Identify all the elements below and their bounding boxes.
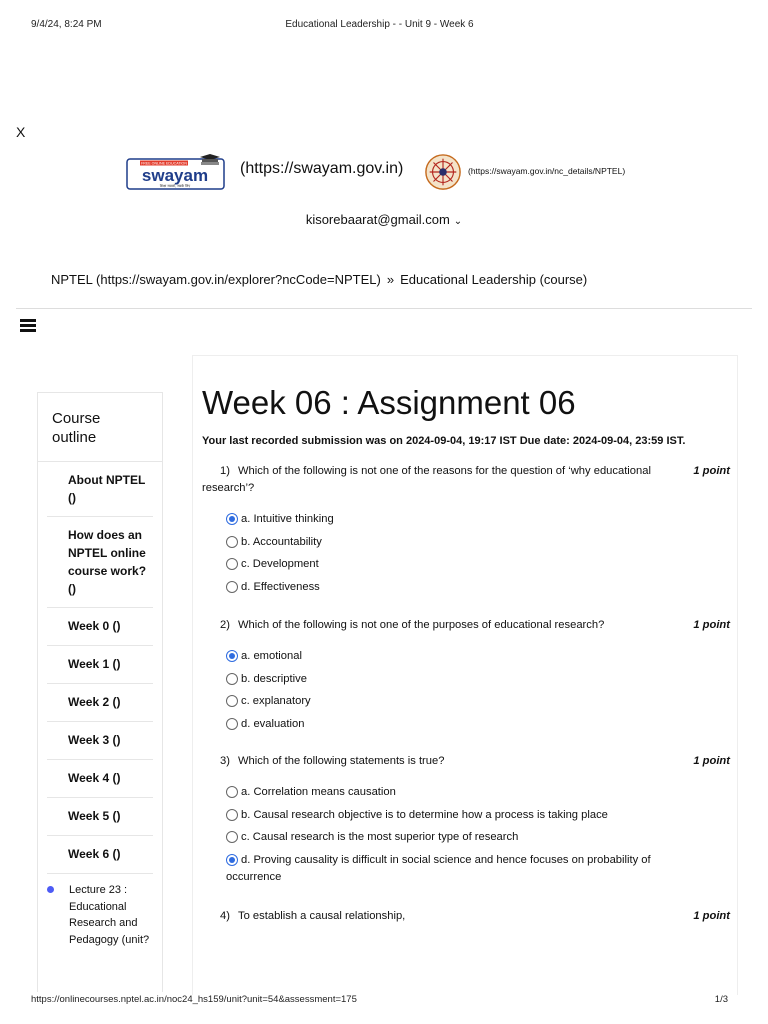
brand-row	[126, 150, 686, 194]
answer-option[interactable]	[226, 671, 730, 688]
page-title: Week 06 : Assignment 06	[202, 384, 576, 421]
option-label-continuation[interactable]: occurrence	[226, 870, 282, 883]
swayam-logo-tagline: FREE ONLINE EDUCATION	[141, 161, 187, 166]
question-number: 1)	[220, 465, 230, 477]
sidebar-item-week-5[interactable]: Week 5 ()	[47, 798, 153, 836]
print-datetime: 9/4/24, 8:24 PM	[31, 19, 102, 30]
sidebar-subitem-label[interactable]: Lecture 23 : Educational Research and Pedagogy (unit?	[69, 884, 150, 946]
answer-option[interactable]	[226, 511, 730, 528]
question-body: To establish a causal relationship,	[238, 910, 406, 922]
option-label[interactable]: c. explanatory	[241, 695, 311, 707]
option-label[interactable]: a. emotional	[241, 650, 302, 662]
radio-selected-icon[interactable]	[226, 513, 238, 525]
print-doc-title: Educational Leadership - - Unit 9 - Week 6	[285, 19, 474, 30]
course-outline-title: Course outline	[38, 393, 162, 462]
chevron-down-icon[interactable]: ⌄	[453, 216, 463, 227]
sidebar-item-week-6[interactable]: Week 6 ()	[47, 836, 153, 874]
radio-selected-icon[interactable]	[226, 650, 238, 662]
question-text	[202, 463, 730, 497]
close-button[interactable]: X	[16, 124, 26, 140]
question-body: Which of the following statements is true?	[238, 755, 445, 767]
question-4	[202, 908, 730, 925]
menu-icon[interactable]	[20, 319, 36, 332]
swayam-logo[interactable]	[126, 154, 236, 194]
sidebar-item-week-4[interactable]: Week 4 ()	[47, 760, 153, 798]
question-3	[202, 753, 730, 891]
sidebar-item-week-0[interactable]: Week 0 ()	[47, 608, 153, 646]
option-label[interactable]: d. Proving causality is difficult in social science and hence focuses on probability of	[241, 853, 651, 866]
option-label[interactable]: d. evaluation	[241, 717, 305, 730]
swayam-link[interactable]: (https://swayam.gov.in)	[240, 160, 404, 177]
answer-options	[202, 511, 730, 596]
answer-options	[202, 648, 730, 733]
question-points: 1 point	[693, 755, 730, 767]
user-menu[interactable]	[0, 212, 768, 227]
answer-option[interactable]	[226, 807, 730, 824]
question-number: 3)	[220, 755, 230, 767]
sidebar-item-week-3[interactable]: Week 3 ()	[47, 722, 153, 760]
assignment-panel	[192, 355, 738, 995]
breadcrumb	[51, 272, 587, 287]
radio-icon[interactable]	[226, 695, 238, 707]
option-label[interactable]: c. Development	[241, 558, 319, 570]
option-label[interactable]: a. Intuitive thinking	[241, 513, 334, 525]
radio-icon[interactable]	[226, 673, 238, 685]
radio-icon[interactable]	[226, 718, 238, 730]
answer-option[interactable]	[226, 534, 730, 551]
question-2	[202, 617, 730, 738]
question-number: 2)	[220, 619, 230, 631]
breadcrumb-separator: »	[386, 272, 395, 287]
radio-icon[interactable]	[226, 536, 238, 548]
question-body: Which of the following is not one of the reasons for the question of ‘why educational research’?	[202, 465, 651, 494]
option-label[interactable]: b. Causal research objective is to determine how a process is taking place	[241, 808, 608, 821]
option-label[interactable]: c. Causal research is the most superior type of research	[241, 831, 519, 843]
sidebar-subitem-lecture-23[interactable]	[47, 874, 153, 948]
submission-info: Your last recorded submission was on 2024-09-04, 19:17 IST Due date: 2024-09-04, 23:59 IST.	[202, 435, 686, 447]
option-label[interactable]: b. descriptive	[241, 672, 307, 685]
course-outline-sidebar	[37, 392, 163, 992]
print-header	[31, 19, 728, 33]
answer-option[interactable]	[226, 784, 730, 801]
nptel-logo[interactable]	[424, 152, 462, 192]
radio-selected-icon[interactable]	[226, 854, 238, 866]
sidebar-item-how-course-works[interactable]: How does an NPTEL online course work? ()	[47, 517, 153, 608]
sidebar-item-week-2[interactable]: Week 2 ()	[47, 684, 153, 722]
option-label[interactable]: b. Accountability	[241, 535, 322, 548]
swayam-logo-subline: शिक्षा सबको, सबके लिए	[159, 184, 191, 188]
option-label[interactable]: d. Effectiveness	[241, 580, 320, 593]
answer-option[interactable]	[226, 852, 730, 886]
answer-option[interactable]	[226, 693, 730, 710]
question-points: 1 point	[693, 465, 730, 477]
question-points: 1 point	[693, 619, 730, 631]
radio-icon[interactable]	[226, 831, 238, 843]
print-page-number: 1/3	[714, 994, 728, 1005]
breadcrumb-current[interactable]: Educational Leadership (course)	[400, 272, 588, 287]
question-1	[202, 463, 730, 601]
user-email[interactable]: kisorebaarat@gmail.com	[305, 212, 450, 227]
radio-icon[interactable]	[226, 558, 238, 570]
option-label[interactable]: a. Correlation means causation	[241, 786, 396, 798]
nptel-link[interactable]: (https://swayam.gov.in/nc_details/NPTEL)	[468, 166, 626, 176]
breadcrumb-nptel-link[interactable]: NPTEL (https://swayam.gov.in/explorer?ncCode=NPTEL)	[51, 272, 381, 287]
question-text	[202, 753, 730, 770]
question-number: 4)	[220, 910, 230, 922]
sidebar-item-about-nptel[interactable]: About NPTEL ()	[47, 462, 153, 517]
question-text	[202, 617, 730, 634]
radio-icon[interactable]	[226, 581, 238, 593]
question-points: 1 point	[693, 910, 730, 922]
answer-option[interactable]	[226, 579, 730, 596]
status-dot-icon	[47, 886, 54, 893]
radio-icon[interactable]	[226, 809, 238, 821]
answer-option[interactable]	[226, 556, 730, 573]
sidebar-item-week-1[interactable]: Week 1 ()	[47, 646, 153, 684]
answer-option[interactable]	[226, 648, 730, 665]
answer-option[interactable]	[226, 716, 730, 733]
answer-option[interactable]	[226, 829, 730, 846]
answer-options	[202, 784, 730, 886]
radio-icon[interactable]	[226, 786, 238, 798]
swayam-logo-wordmark: swayam	[141, 166, 209, 185]
question-body: Which of the following is not one of the purposes of educational research?	[238, 619, 605, 631]
header-divider	[16, 308, 752, 309]
question-text	[202, 908, 730, 925]
print-url: https://onlinecourses.nptel.ac.in/noc24_hs159/unit?unit=54&assessment=175	[31, 994, 357, 1005]
